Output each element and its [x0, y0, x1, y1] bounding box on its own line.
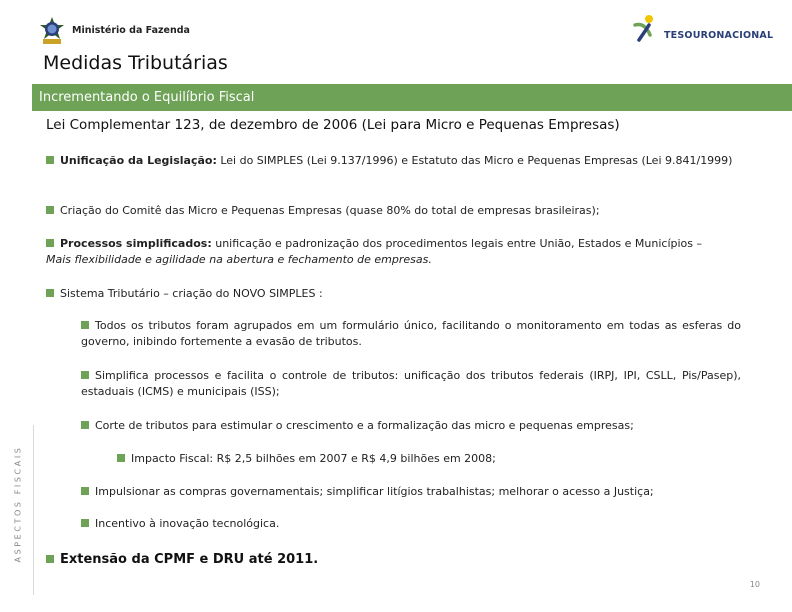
- bullet-icon: [117, 454, 125, 462]
- bullet-icon: [46, 156, 54, 164]
- page-title: Medidas Tributárias: [43, 52, 228, 74]
- sidebar-divider: [33, 425, 34, 595]
- sidebar-label: ASPECTOS FISCAIS: [13, 445, 23, 563]
- bullet-icon: [46, 555, 54, 563]
- coat-of-arms-icon: [38, 16, 66, 46]
- bullet-icon: [81, 371, 89, 379]
- subitem-compras-governamentais: Impulsionar as compras governamentais; simplificar litígios trabalhistas; melhorar o acesso a Justiça;: [81, 484, 741, 500]
- item-unificacao: Unificação da Legislação: Lei do SIMPLES (Lei 9.137/1996) e Estatuto das Micro e Pequenas Empresas (Lei 9.841/1999): [46, 153, 740, 169]
- bullet-icon: [81, 421, 89, 429]
- item-sistema-tributario: Sistema Tributário – criação do NOVO SIMPLES :: [46, 286, 746, 302]
- subitem-tributos-agrupados: Todos os tributos foram agrupados em um formulário único, facilitando o monitoramento em todas as esferas do governo, inibindo fortemente a evasão de tributos.: [81, 319, 741, 348]
- tesouro-nacional-logo-text: TESOURONACIONAL: [664, 30, 774, 41]
- section-band-label: Incrementando o Equilíbrio Fiscal: [39, 90, 255, 105]
- tesouro-nacional-logo-icon: [632, 13, 662, 43]
- page-number: 10: [749, 580, 760, 589]
- subitem-inovacao: Incentivo à inovação tecnológica.: [81, 516, 741, 532]
- bullet-icon: [81, 519, 89, 527]
- subitem-impacto-fiscal: Impacto Fiscal: R$ 2,5 bilhões em 2007 e R$ 4,9 bilhões em 2008;: [117, 451, 737, 467]
- bullet-icon: [46, 206, 54, 214]
- item-processos: Processos simplificados: unificação e padronização dos procedimentos legais entre União, Estados e Municípios – Mais flexibilidade e agilidade na abertura e fechamento de empresas.: [46, 237, 703, 266]
- law-heading: Lei Complementar 123, de dezembro de 2006 (Lei para Micro e Pequenas Empresas): [46, 117, 620, 133]
- bullet-icon: [46, 239, 54, 247]
- ministry-label: Ministério da Fazenda: [72, 25, 190, 36]
- bullet-icon: [81, 321, 89, 329]
- subitem-corte-tributos: Corte de tributos para estimular o crescimento e a formalização das micro e pequenas empresas;: [81, 418, 741, 434]
- subitem-simplifica: Simplifica processos e facilita o controle de tributos: unificação dos tributos federais (IRPJ, IPI, CSLL, Pis/Pasep), estaduais (ICMS) e municipais (ISS);: [81, 369, 741, 398]
- item-cpmf-dru: Extensão da CPMF e DRU até 2011.: [46, 552, 318, 567]
- bullet-icon: [81, 487, 89, 495]
- item-comite: Criação do Comitê das Micro e Pequenas Empresas (quase 80% do total de empresas brasileiras);: [46, 203, 746, 219]
- bullet-icon: [46, 289, 54, 297]
